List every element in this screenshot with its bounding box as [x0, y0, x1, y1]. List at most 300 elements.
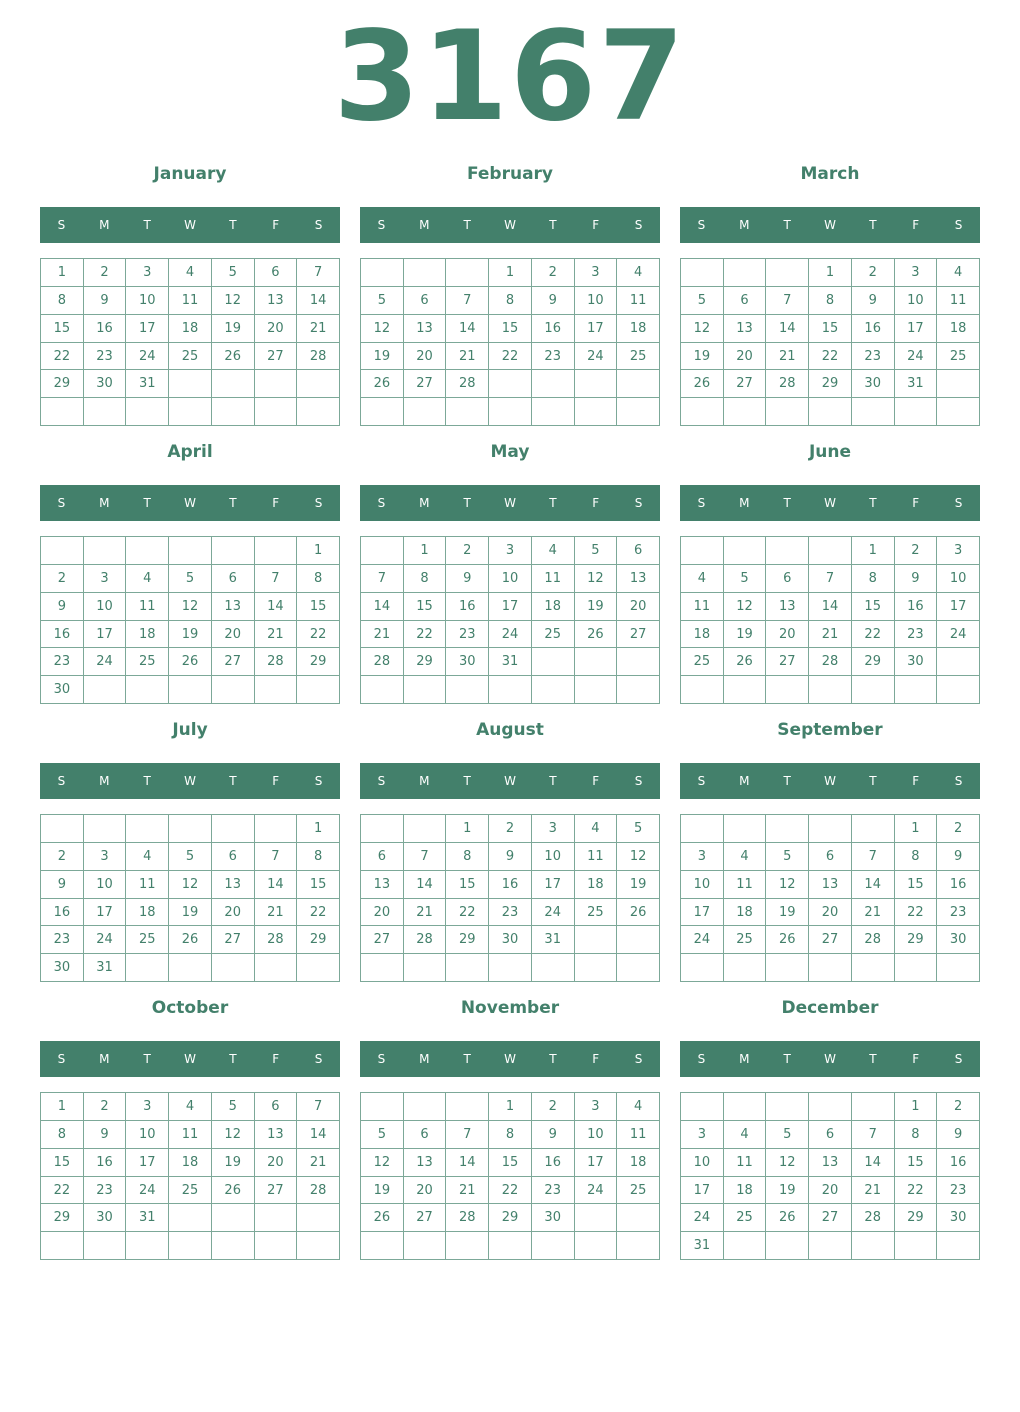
empty-day-cell — [895, 954, 938, 982]
day-cell: 13 — [212, 593, 255, 621]
day-cell: 13 — [255, 1121, 298, 1149]
empty-day-cell — [489, 954, 532, 982]
day-cell: 9 — [41, 593, 84, 621]
weekday-label: W — [184, 1052, 196, 1066]
day-cell: 21 — [297, 315, 340, 343]
day-cell: 21 — [446, 1177, 489, 1205]
empty-day-cell — [255, 537, 298, 565]
day-cell: 15 — [895, 1149, 938, 1177]
day-cell: 2 — [84, 1093, 127, 1121]
day-cell: 14 — [446, 315, 489, 343]
day-cell: 19 — [724, 621, 767, 649]
day-cell: 9 — [84, 287, 127, 315]
weekday-label: T — [783, 496, 791, 510]
day-cell: 23 — [937, 1177, 980, 1205]
day-cell: 27 — [724, 370, 767, 398]
day-cell: 5 — [169, 565, 212, 593]
day-cell: 20 — [212, 621, 255, 649]
day-cell: 5 — [766, 843, 809, 871]
day-cell: 6 — [212, 843, 255, 871]
day-cell: 25 — [532, 621, 575, 649]
empty-day-cell — [617, 676, 660, 704]
day-grid — [680, 1092, 980, 1260]
day-cell: 30 — [84, 370, 127, 398]
weekday-header — [680, 207, 980, 243]
empty-day-cell — [255, 1232, 298, 1260]
empty-day-cell — [766, 954, 809, 982]
weekday-header — [680, 485, 980, 521]
weekday-label: F — [912, 774, 920, 788]
empty-day-cell — [404, 815, 447, 843]
empty-day-cell — [489, 398, 532, 426]
weekday-label: W — [184, 218, 196, 232]
weekday-header — [40, 485, 340, 521]
weekday-label: M — [419, 496, 430, 510]
empty-day-cell — [724, 676, 767, 704]
day-cell: 28 — [404, 926, 447, 954]
month-name: January — [153, 164, 227, 184]
empty-day-cell — [532, 676, 575, 704]
empty-day-cell — [575, 398, 618, 426]
empty-day-cell — [361, 1232, 404, 1260]
weekday-label: S — [57, 1052, 66, 1066]
weekday-label: M — [419, 218, 430, 232]
day-grid — [360, 814, 660, 982]
weekday-label: M — [739, 496, 750, 510]
day-cell: 10 — [681, 1149, 724, 1177]
month-september — [680, 715, 980, 948]
day-cell: 3 — [937, 537, 980, 565]
day-cell: 3 — [84, 843, 127, 871]
day-cell: 19 — [169, 621, 212, 649]
day-cell: 23 — [84, 343, 127, 371]
weekday-label: S — [697, 1052, 706, 1066]
empty-day-cell — [404, 676, 447, 704]
weekday-label: M — [99, 774, 110, 788]
day-cell: 28 — [766, 370, 809, 398]
day-cell: 25 — [169, 1177, 212, 1205]
empty-day-cell — [724, 1232, 767, 1260]
weekday-label: S — [377, 218, 386, 232]
weekday-label: T — [143, 1052, 151, 1066]
day-cell: 1 — [297, 537, 340, 565]
weekday-label: M — [99, 218, 110, 232]
day-cell: 19 — [212, 1149, 255, 1177]
empty-day-cell — [404, 1093, 447, 1121]
day-cell: 16 — [937, 1149, 980, 1177]
day-cell: 30 — [41, 676, 84, 704]
day-cell: 26 — [766, 1204, 809, 1232]
empty-day-cell — [212, 398, 255, 426]
month-name: October — [151, 998, 229, 1018]
empty-day-cell — [852, 1232, 895, 1260]
empty-day-cell — [404, 398, 447, 426]
day-cell: 7 — [852, 843, 895, 871]
day-cell: 20 — [724, 343, 767, 371]
day-cell: 6 — [404, 287, 447, 315]
day-cell: 22 — [489, 1177, 532, 1205]
weekday-label: T — [229, 1052, 237, 1066]
day-cell: 24 — [575, 1177, 618, 1205]
empty-day-cell — [809, 1093, 852, 1121]
weekday-label: F — [272, 218, 280, 232]
day-cell: 24 — [532, 899, 575, 927]
day-cell: 8 — [297, 565, 340, 593]
day-cell: 26 — [681, 370, 724, 398]
day-grid — [40, 1092, 340, 1260]
day-cell: 24 — [681, 926, 724, 954]
weekday-label: S — [634, 1052, 643, 1066]
day-cell: 18 — [724, 1177, 767, 1205]
day-cell: 24 — [681, 1204, 724, 1232]
day-cell: 1 — [852, 537, 895, 565]
day-cell: 15 — [41, 315, 84, 343]
day-cell: 8 — [809, 287, 852, 315]
month-name: December — [781, 998, 879, 1018]
day-cell: 9 — [41, 871, 84, 899]
day-grid — [680, 258, 980, 426]
empty-day-cell — [532, 1232, 575, 1260]
weekday-label: T — [463, 1052, 471, 1066]
day-cell: 26 — [575, 621, 618, 649]
weekday-label: W — [824, 1052, 836, 1066]
day-cell: 9 — [895, 565, 938, 593]
month-name: July — [172, 720, 208, 740]
day-cell: 6 — [809, 843, 852, 871]
day-cell: 13 — [404, 1149, 447, 1177]
day-cell: 16 — [532, 1149, 575, 1177]
day-cell: 30 — [84, 1204, 127, 1232]
weekday-label: M — [739, 774, 750, 788]
day-cell: 5 — [212, 1093, 255, 1121]
weekday-label: T — [783, 774, 791, 788]
day-cell: 9 — [84, 1121, 127, 1149]
day-cell: 7 — [766, 287, 809, 315]
month-name: September — [777, 720, 883, 740]
weekday-label: S — [377, 1052, 386, 1066]
empty-day-cell — [297, 1232, 340, 1260]
day-cell: 13 — [724, 315, 767, 343]
day-cell: 2 — [41, 843, 84, 871]
day-cell: 18 — [617, 315, 660, 343]
weekday-label: W — [504, 496, 516, 510]
day-cell: 19 — [766, 1177, 809, 1205]
day-cell: 29 — [895, 1204, 938, 1232]
day-cell: 4 — [617, 1093, 660, 1121]
day-cell: 18 — [681, 621, 724, 649]
day-cell: 27 — [766, 648, 809, 676]
day-cell: 4 — [126, 843, 169, 871]
empty-day-cell — [361, 815, 404, 843]
day-cell: 10 — [126, 1121, 169, 1149]
empty-day-cell — [212, 954, 255, 982]
empty-day-cell — [84, 537, 127, 565]
day-cell: 14 — [404, 871, 447, 899]
day-cell: 4 — [681, 565, 724, 593]
day-cell: 28 — [446, 1204, 489, 1232]
day-cell: 24 — [84, 926, 127, 954]
empty-day-cell — [84, 1232, 127, 1260]
day-cell: 13 — [766, 593, 809, 621]
month-name: November — [460, 998, 560, 1018]
weekday-label: S — [314, 496, 323, 510]
day-cell: 29 — [446, 926, 489, 954]
empty-day-cell — [852, 398, 895, 426]
day-cell: 17 — [126, 1149, 169, 1177]
day-cell: 23 — [41, 648, 84, 676]
day-cell: 28 — [361, 648, 404, 676]
day-cell: 30 — [852, 370, 895, 398]
empty-day-cell — [446, 259, 489, 287]
day-cell: 31 — [126, 370, 169, 398]
day-cell: 22 — [297, 899, 340, 927]
month-august — [360, 715, 660, 948]
day-cell: 29 — [852, 648, 895, 676]
weekday-label: T — [549, 496, 557, 510]
month-name: April — [167, 442, 213, 462]
day-cell: 11 — [724, 1149, 767, 1177]
empty-day-cell — [809, 1232, 852, 1260]
day-cell: 7 — [297, 259, 340, 287]
day-cell: 21 — [766, 343, 809, 371]
day-cell: 3 — [681, 843, 724, 871]
month-name: August — [476, 720, 544, 740]
empty-day-cell — [489, 676, 532, 704]
day-cell: 23 — [532, 343, 575, 371]
empty-day-cell — [404, 259, 447, 287]
weekday-header — [40, 763, 340, 799]
day-cell: 22 — [489, 343, 532, 371]
empty-day-cell — [361, 954, 404, 982]
day-cell: 3 — [126, 259, 169, 287]
day-cell: 13 — [361, 871, 404, 899]
day-cell: 7 — [809, 565, 852, 593]
day-cell: 13 — [212, 871, 255, 899]
day-cell: 17 — [126, 315, 169, 343]
empty-day-cell — [212, 1204, 255, 1232]
empty-day-cell — [446, 398, 489, 426]
empty-day-cell — [766, 1093, 809, 1121]
empty-day-cell — [724, 537, 767, 565]
day-cell: 11 — [126, 871, 169, 899]
day-cell: 2 — [446, 537, 489, 565]
day-cell: 6 — [766, 565, 809, 593]
day-cell: 23 — [446, 621, 489, 649]
day-cell: 15 — [446, 871, 489, 899]
day-cell: 2 — [895, 537, 938, 565]
month-july — [40, 715, 340, 976]
day-cell: 21 — [297, 1149, 340, 1177]
empty-day-cell — [575, 954, 618, 982]
day-cell: 13 — [617, 565, 660, 593]
weekday-label: S — [634, 774, 643, 788]
weekday-label: S — [377, 496, 386, 510]
day-cell: 29 — [41, 1204, 84, 1232]
weekday-label: F — [592, 218, 600, 232]
day-cell: 2 — [937, 815, 980, 843]
empty-day-cell — [297, 370, 340, 398]
day-cell: 12 — [169, 871, 212, 899]
day-cell: 3 — [575, 1093, 618, 1121]
empty-day-cell — [297, 676, 340, 704]
empty-day-cell — [766, 259, 809, 287]
day-cell: 12 — [361, 1149, 404, 1177]
day-cell: 20 — [404, 1177, 447, 1205]
day-cell: 19 — [766, 899, 809, 927]
day-cell: 14 — [766, 315, 809, 343]
day-cell: 9 — [489, 843, 532, 871]
month-december — [680, 993, 980, 1254]
day-cell: 1 — [404, 537, 447, 565]
day-cell: 20 — [617, 593, 660, 621]
month-january — [40, 159, 340, 392]
day-cell: 14 — [852, 1149, 895, 1177]
empty-day-cell — [297, 398, 340, 426]
day-cell: 11 — [617, 287, 660, 315]
weekday-label: W — [504, 774, 516, 788]
day-cell: 30 — [41, 954, 84, 982]
empty-day-cell — [126, 537, 169, 565]
empty-day-cell — [724, 259, 767, 287]
weekday-label: W — [824, 218, 836, 232]
day-cell: 1 — [489, 1093, 532, 1121]
day-grid — [40, 258, 340, 426]
day-cell: 12 — [766, 871, 809, 899]
empty-day-cell — [766, 676, 809, 704]
day-cell: 5 — [361, 1121, 404, 1149]
day-cell: 17 — [489, 593, 532, 621]
empty-day-cell — [126, 398, 169, 426]
day-cell: 15 — [297, 593, 340, 621]
empty-day-cell — [809, 676, 852, 704]
empty-day-cell — [446, 1093, 489, 1121]
day-cell: 15 — [404, 593, 447, 621]
day-cell: 9 — [937, 1121, 980, 1149]
day-cell: 30 — [489, 926, 532, 954]
empty-day-cell — [489, 1232, 532, 1260]
day-cell: 27 — [617, 621, 660, 649]
day-cell: 3 — [489, 537, 532, 565]
empty-day-cell — [937, 648, 980, 676]
empty-day-cell — [575, 676, 618, 704]
day-cell: 17 — [681, 899, 724, 927]
weekday-label: T — [229, 496, 237, 510]
day-cell: 8 — [895, 843, 938, 871]
empty-day-cell — [126, 815, 169, 843]
weekday-label: S — [314, 1052, 323, 1066]
day-cell: 27 — [255, 343, 298, 371]
empty-day-cell — [532, 370, 575, 398]
weekday-label: M — [99, 1052, 110, 1066]
empty-day-cell — [41, 815, 84, 843]
day-cell: 20 — [809, 1177, 852, 1205]
day-cell: 12 — [575, 565, 618, 593]
empty-day-cell — [575, 648, 618, 676]
empty-day-cell — [212, 676, 255, 704]
empty-day-cell — [766, 1232, 809, 1260]
day-cell: 11 — [937, 287, 980, 315]
weekday-label: S — [634, 496, 643, 510]
day-cell: 1 — [809, 259, 852, 287]
weekday-label: S — [697, 496, 706, 510]
day-cell: 19 — [361, 1177, 404, 1205]
empty-day-cell — [724, 954, 767, 982]
weekday-label: S — [314, 774, 323, 788]
day-cell: 12 — [212, 287, 255, 315]
day-cell: 18 — [169, 1149, 212, 1177]
weekday-label: T — [783, 1052, 791, 1066]
month-october — [40, 993, 340, 1226]
weekday-label: S — [314, 218, 323, 232]
weekday-label: T — [143, 496, 151, 510]
empty-day-cell — [169, 676, 212, 704]
day-cell: 8 — [489, 1121, 532, 1149]
empty-day-cell — [809, 954, 852, 982]
weekday-label: T — [229, 218, 237, 232]
day-cell: 25 — [937, 343, 980, 371]
empty-day-cell — [575, 1204, 618, 1232]
day-cell: 2 — [937, 1093, 980, 1121]
day-cell: 18 — [532, 593, 575, 621]
empty-day-cell — [41, 1232, 84, 1260]
day-cell: 17 — [895, 315, 938, 343]
day-cell: 8 — [489, 287, 532, 315]
month-name: May — [490, 442, 530, 462]
day-cell: 6 — [255, 259, 298, 287]
weekday-label: T — [549, 774, 557, 788]
day-cell: 18 — [126, 621, 169, 649]
empty-day-cell — [895, 676, 938, 704]
empty-day-cell — [852, 815, 895, 843]
empty-day-cell — [617, 370, 660, 398]
day-cell: 24 — [126, 343, 169, 371]
empty-day-cell — [809, 537, 852, 565]
weekday-label: W — [824, 774, 836, 788]
day-cell: 31 — [895, 370, 938, 398]
weekday-label: W — [824, 496, 836, 510]
day-cell: 4 — [532, 537, 575, 565]
weekday-label: F — [912, 218, 920, 232]
empty-day-cell — [681, 537, 724, 565]
day-cell: 25 — [617, 1177, 660, 1205]
day-cell: 2 — [532, 1093, 575, 1121]
empty-day-cell — [41, 398, 84, 426]
day-cell: 11 — [126, 593, 169, 621]
weekday-label: S — [697, 218, 706, 232]
weekday-label: F — [592, 1052, 600, 1066]
day-cell: 16 — [489, 871, 532, 899]
day-cell: 25 — [169, 343, 212, 371]
day-cell: 21 — [404, 899, 447, 927]
weekday-label: S — [697, 774, 706, 788]
day-cell: 21 — [361, 621, 404, 649]
year-title: 3167 — [333, 5, 687, 149]
month-march — [680, 159, 980, 392]
day-cell: 2 — [41, 565, 84, 593]
day-cell: 18 — [617, 1149, 660, 1177]
day-cell: 14 — [361, 593, 404, 621]
weekday-label: W — [184, 774, 196, 788]
day-cell: 6 — [724, 287, 767, 315]
empty-day-cell — [681, 398, 724, 426]
weekday-header — [40, 1041, 340, 1077]
empty-day-cell — [255, 954, 298, 982]
month-april — [40, 437, 340, 698]
day-cell: 27 — [809, 1204, 852, 1232]
weekday-header — [360, 763, 660, 799]
day-cell: 28 — [297, 343, 340, 371]
day-cell: 29 — [895, 926, 938, 954]
